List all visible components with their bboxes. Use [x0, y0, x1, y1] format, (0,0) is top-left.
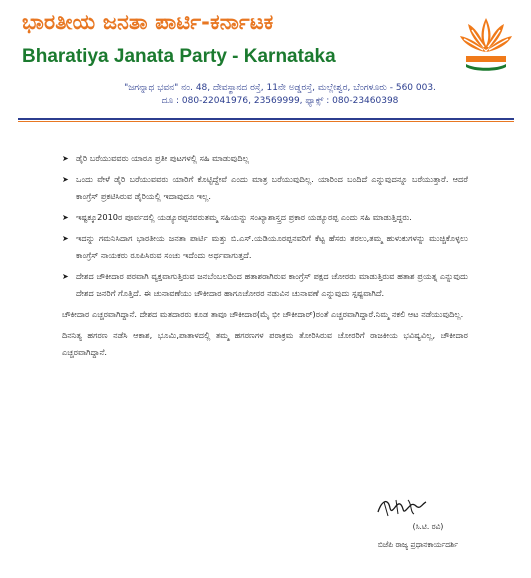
address-block	[60, 82, 500, 108]
bullet-text: ಇಷ್ಟಕ್ಕೂ2010ರ ಪೂರ್ವದಲ್ಲಿ ಯಡ್ಯೂರಪ್ಪನವರುತಮ್ಮ ಸಹಿಯನ್ನು ಸಂಖ್ಯಾಶಾಸ್ತ್ರದ ಪ್ರಕಾರ ಯಡ್ಯೂರಪ್ಪ ಎಂದು ಸಹಿ ಮಾಡುತ್ತಿದ್ದರು.	[76, 212, 412, 222]
arrow-bullet-icon: ➤	[62, 272, 69, 281]
bullet-item	[62, 171, 468, 205]
bullet-item	[62, 268, 468, 302]
bullet-text: ಇದನ್ನು ಗಮನಿಸಿದಾಗ ಭಾರತೀಯ ಜನತಾ ಪಾರ್ಟಿ ಮತ್ತು ಬಿ.ಎಸ್.ಯಡಿಯೂರಪ್ಪನವರಿಗೆ ಕೆಟ್ಟ ಹೆಸರು ತರಲು,ತಮ್ಮ ಹುಳುಕುಗಳನ್ನು ಮುಚ್ಚಿಕೊಳ್ಳಲು ಕಾಂಗ್ರೆಸ್ ನಾಯಕರು ರೂಪಿಸಿರುವ ಸಂಚು ಇದೆಂದು ಅರ್ಥವಾಗುತ್ತದೆ.	[76, 233, 468, 260]
party-name-kannada: ಭಾರತೀಯ ಜನತಾ ಪಾರ್ಟಿ-ಕರ್ನಾಟಕ	[22, 10, 274, 34]
arrow-bullet-icon: ➤	[62, 234, 69, 243]
phone-fax-line: ದೂ : 080-22041976, 23569999, ಫ್ಯಾಕ್ಸ್ : 080-23460398	[161, 96, 399, 106]
bullet-text: ದೇಶದ ಚೌಕೀದಾರ ಪರವಾಗಿ ವ್ಯಕ್ತವಾಗುತ್ತಿರುವ ಜನಬೆಂಬಲದಿಂದ ಹತಾಶರಾಗಿರುವ ಕಾಂಗ್ರೆಸ್ ಪಕ್ಷದ ಚೋರರು ಮಾಡುತ್ತಿರುವ ಹತಾಶ ಪ್ರಯತ್ನ ಎನ್ನುವುದು ದೇಶದ ಜನರಿಗೆ ಗೊತ್ತಿದೆ. ಈ ಚುನಾವಣೆಯು ಚೌಕೀದಾರ ಹಾಗೂಚೋರರ ನಡುವಿನ ಚುನಾವಣೆ ಎನ್ನುವುದು ಸ್ಪಷ್ಟವಾಗಿದೆ.	[76, 271, 468, 298]
signatory-designation: ಬಿಜೆಪಿ ರಾಜ್ಯ ಪ್ರಧಾನಕಾರ್ಯದರ್ಶಿ	[377, 540, 459, 549]
party-name-english: Bharatiya Janata Party - Karnataka	[22, 46, 336, 67]
arrow-bullet-icon: ➤	[62, 154, 69, 163]
handwritten-signature	[372, 494, 432, 522]
arrow-bullet-icon: ➤	[62, 213, 69, 222]
closing-paragraph: ಚೌಕೀದಾರ ಎಚ್ಚರವಾಗಿದ್ದಾನೆ. ದೇಶದ ಮತದಾರರು ಕೂಡ ತಾವೂ ಚೌಕೀದಾರ(ಮೈ ಭೀ ಚೌಕೀದಾರ್)ರಂತೆ ಎಚ್ಚರವಾಗಿದ್ದಾರೆ.ನಿಮ್ಮ ನಕಲಿ ಆಟ ನಡೆಯುವುದಿಲ್ಲ.	[62, 309, 464, 319]
bullet-item	[62, 150, 468, 167]
arrow-bullet-icon: ➤	[62, 175, 69, 184]
signatory-name: (ಸಿ.ಟಿ. ರವಿ)	[412, 522, 444, 531]
header-divider-accent	[18, 121, 514, 122]
header-divider	[18, 118, 514, 120]
bjp-lotus-logo-icon	[458, 14, 514, 76]
letter-body	[62, 150, 468, 365]
bullet-item	[62, 209, 468, 226]
address-line: "ಜಗನ್ನಾಥ ಭವನ" ನಂ. 48, ದೇವಸ್ಥಾನದ ರಸ್ತೆ, 11ನೇ ಅಡ್ಡರಸ್ತೆ, ಮಲ್ಲೇಶ್ವರ, ಬೆಂಗಳೂರು - 560 003.	[124, 83, 436, 93]
bullet-text: ಡೈರಿ ಬರೆಯುವವರು ಯಾರೂ ಪ್ರತೀ ಪುಟಗಳಲ್ಲಿ ಸಹಿ ಮಾಡುವುದಿಲ್ಲ	[76, 153, 249, 163]
bullet-item	[62, 230, 468, 264]
closing-paragraph: ದಿನನಿತ್ಯ ಹಗರಣ ನಡೆಸಿ ಆಕಾಶ, ಭೂಮಿ,ಪಾತಾಳದಲ್ಲಿ ತಮ್ಮ ಹಗರಣಗಳ ಪರಾಕ್ರಮ ತೋರಿಸಿರುವ ಚೋರರಿಗೆ ರಾಜಕೀಯ ಭವಿಷ್ಯವಿಲ್ಲ, ಚೌಕೀದಾರ ಎಚ್ಚರವಾಗಿದ್ದಾನೆ.	[62, 330, 468, 357]
bullet-text: ಒಂದು ವೇಳೆ ಡೈರಿ ಬರೆಯುವವರು ಯಾರಿಗೆ ಕೊಟ್ಟಿದ್ದೇವೆ ಎಂದು ಮಾತ್ರ ಬರೆಯುವುದಿಲ್ಲ. ಯಾರಿಂದ ಬಂದಿದೆ ಎನ್ನುವುದನ್ನೂ ಬರೆಯುತ್ತಾರೆ. ಆದರೆ ಕಾಂಗ್ರೆಸ್ ಪ್ರಕಟಿಸಿರುವ ಡೈರಿಯಲ್ಲಿ ಇದಾವುದೂ ಇಲ್ಲ.	[76, 174, 468, 201]
